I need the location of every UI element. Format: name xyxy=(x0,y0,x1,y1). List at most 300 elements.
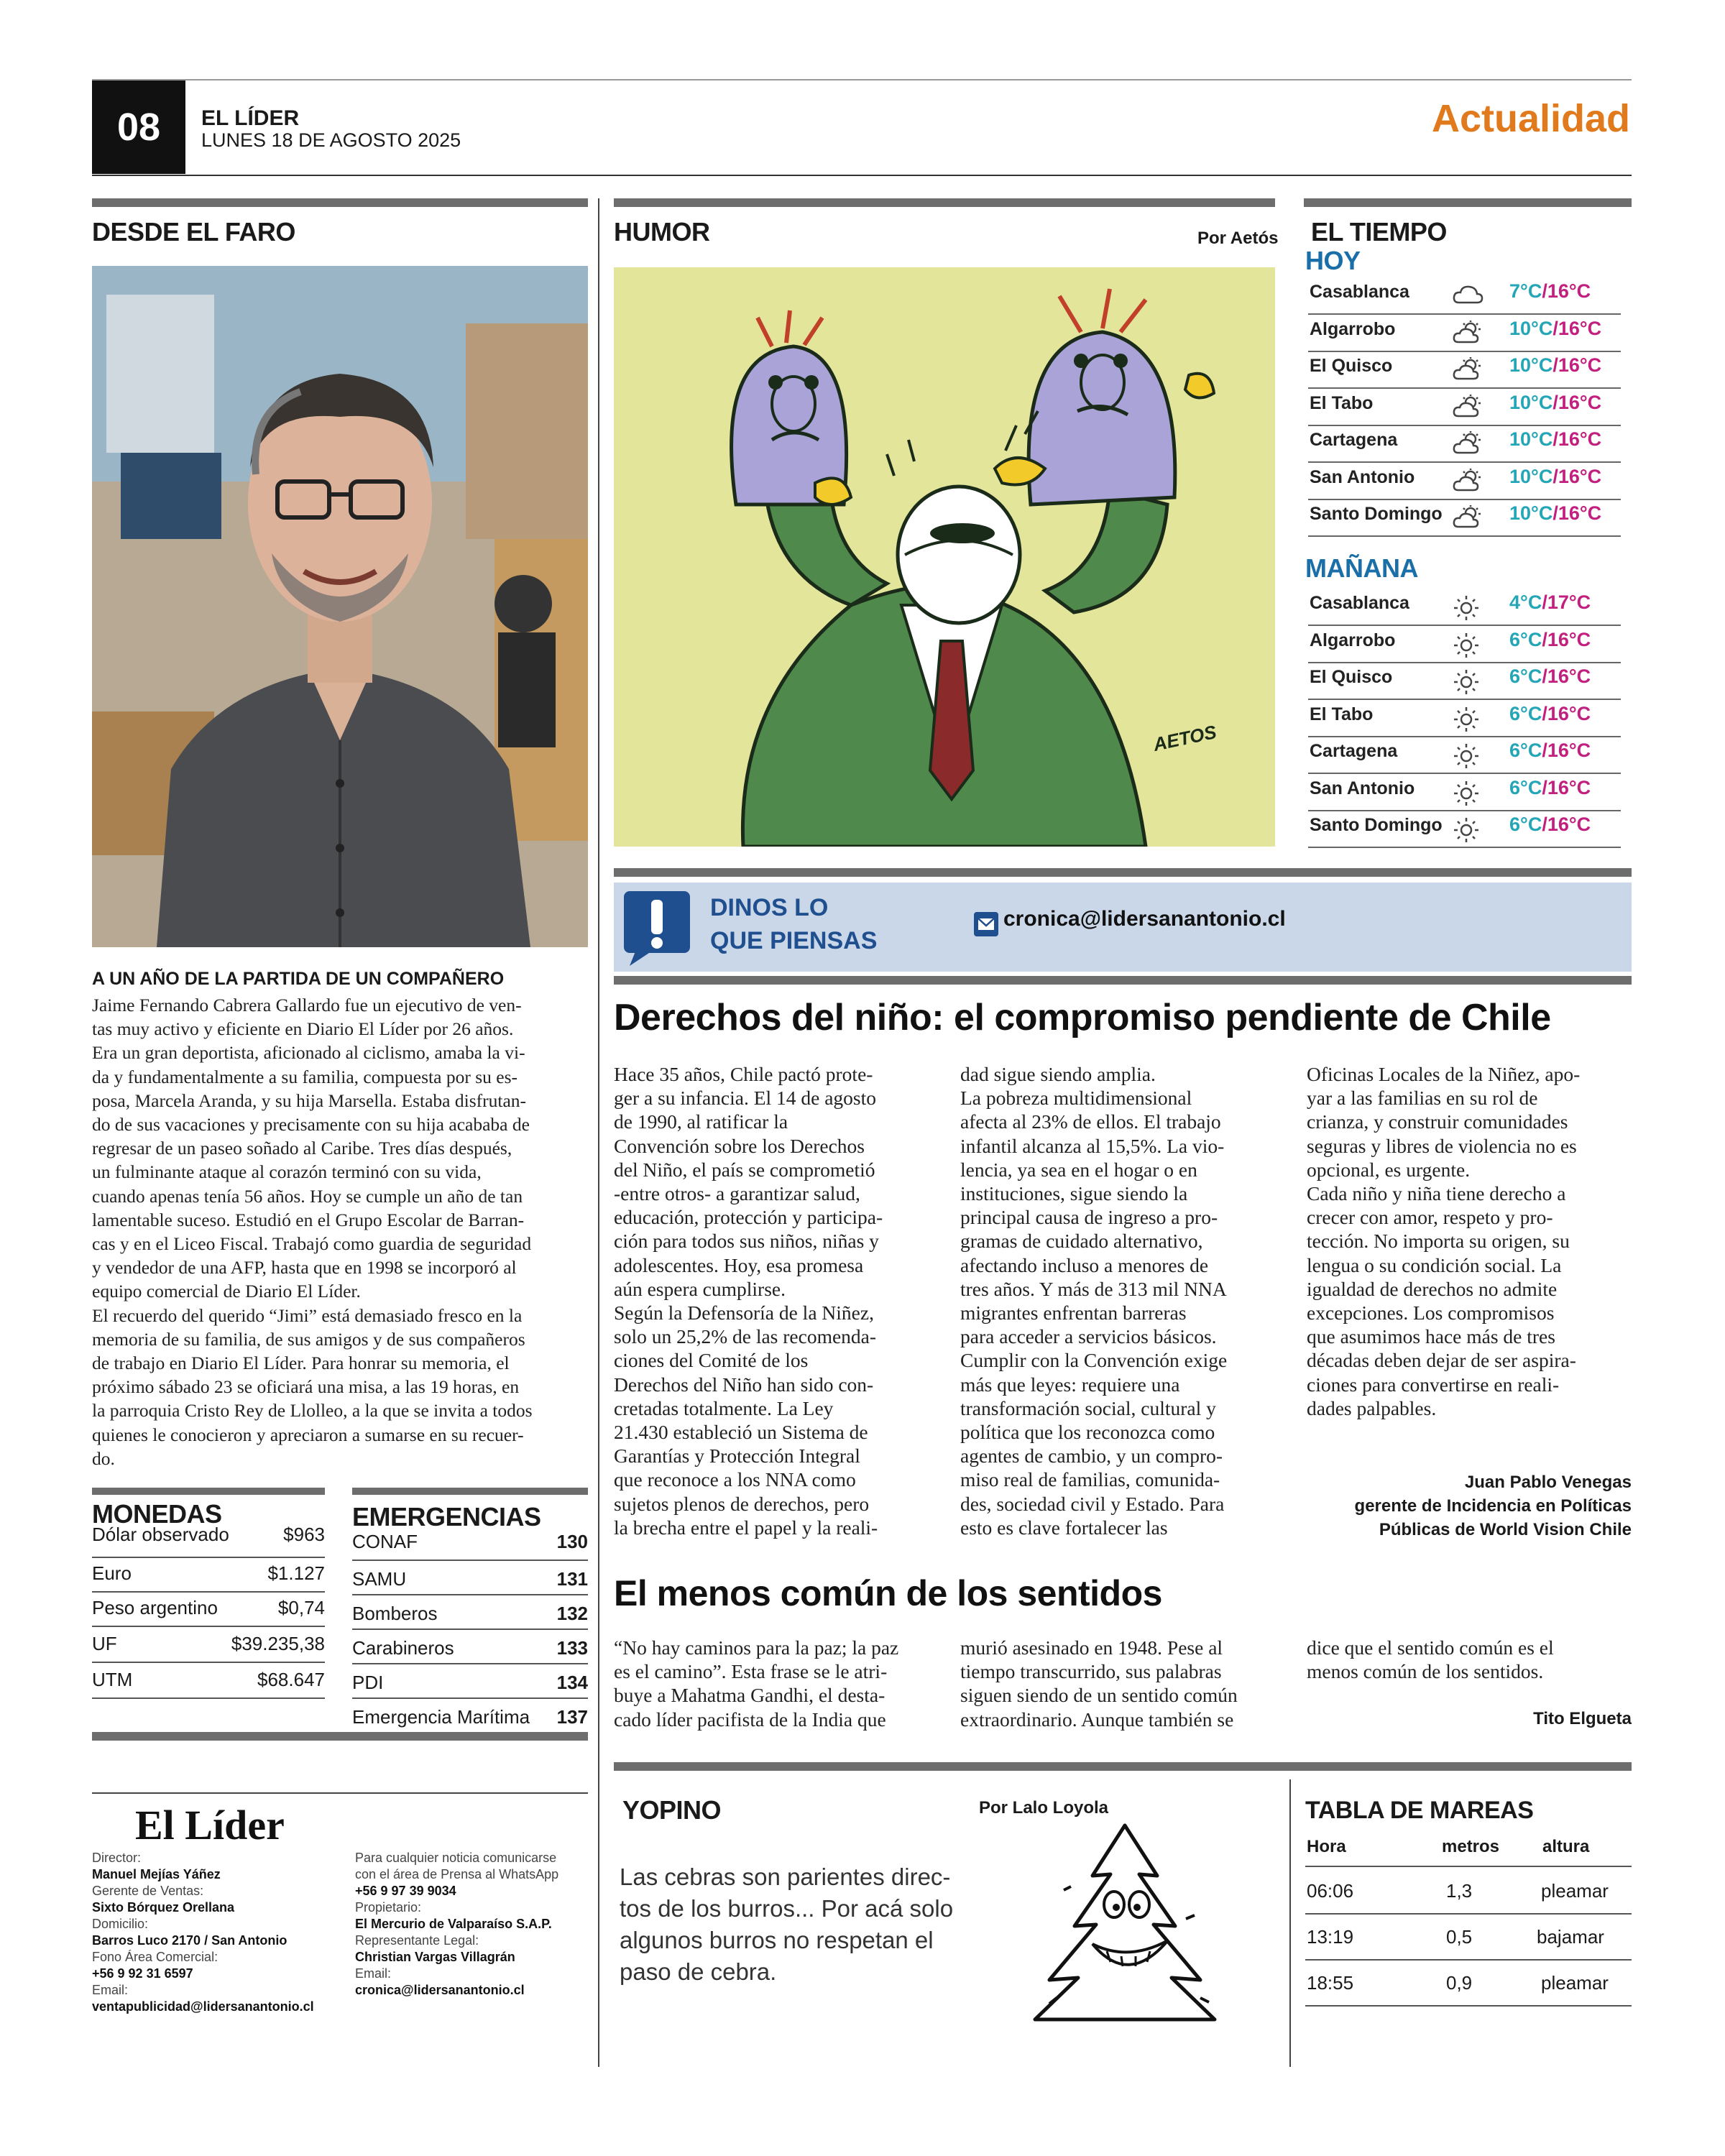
article1-line: esto es clave fortalecer las xyxy=(960,1516,1168,1539)
temp-low: 6°C xyxy=(1509,740,1542,761)
mareas-row xyxy=(1305,1915,1632,1961)
emergencias-row xyxy=(352,1531,588,1561)
weather-row xyxy=(1308,314,1621,352)
weather-temp xyxy=(1509,777,1591,799)
article1-line: crianza, y construir comunidades xyxy=(1307,1110,1568,1133)
article1-line: seguras y libres de violencia no es xyxy=(1307,1134,1577,1157)
article1-line: adolescentes. Hoy, esa promesa xyxy=(614,1253,864,1276)
article1-author-role: Públicas de World Vision Chile xyxy=(1379,1520,1632,1539)
emergencias-table xyxy=(352,1531,588,1732)
article1-line: dades palpables. xyxy=(1307,1396,1437,1419)
article2-author: Tito Elgueta xyxy=(1533,1709,1632,1728)
credits-left xyxy=(92,1850,336,2015)
tiempo-manana-label: MAÑANA xyxy=(1305,553,1418,583)
credit-label: Propietario: xyxy=(355,1900,422,1915)
faro-line: lamentable suceso. Estudió en el Grupo Escolar de Barran- xyxy=(92,1209,525,1230)
weather-row xyxy=(1308,736,1621,774)
faro-line: de trabajo en Diario El Líder. Para honrar su memoria, el xyxy=(92,1353,510,1374)
weather-row xyxy=(1308,662,1621,700)
emergencias-name: PDI xyxy=(352,1672,384,1693)
faro-line: equipo comercial de Diario El Líder. xyxy=(92,1281,361,1302)
article2-col2 xyxy=(960,1636,1291,1731)
article1-line: -entre otros- a garantizar salud, xyxy=(614,1182,860,1205)
weather-row xyxy=(1308,425,1621,463)
article1-line: Hace 35 años, Chile pactó prote- xyxy=(614,1063,873,1085)
credits-top-rule xyxy=(92,1792,588,1794)
temp-low: 6°C xyxy=(1509,628,1542,650)
monedas-name: UF xyxy=(92,1633,117,1654)
emergencias-number: 130 xyxy=(556,1531,588,1552)
faro-line: posa, Marcela Aranda, y su hija Marsella. Estaba disfrutan- xyxy=(92,1089,527,1111)
emergencias-row xyxy=(352,1598,588,1630)
weather-row xyxy=(1308,351,1621,389)
credit-intro: Para cualquier noticia comunicarse xyxy=(355,1851,557,1865)
credit-label: Email: xyxy=(355,1966,392,1981)
weather-temp xyxy=(1509,591,1591,614)
article1-line: agentes de cambio, y un compro- xyxy=(960,1445,1223,1468)
article1-line: lengua o su condición social. La xyxy=(1307,1253,1562,1276)
monedas-table xyxy=(92,1524,325,1710)
weather-city: Santo Domingo xyxy=(1310,504,1443,524)
article1-line: que reconoce a los NNA como xyxy=(614,1468,856,1491)
credit-intro: con el área de Prensa al WhatsApp xyxy=(355,1867,559,1881)
monedas-value: $963 xyxy=(283,1524,325,1545)
faro-heading: DESDE EL FARO xyxy=(92,217,295,247)
emergencias-name: CONAF xyxy=(352,1531,418,1552)
weather-city: El Tabo xyxy=(1310,392,1374,413)
partly-cloudy-icon xyxy=(1452,468,1484,496)
faro-line: El recuerdo del querido “Jimi” está demasiado fresco en la xyxy=(92,1304,523,1326)
monedas-row xyxy=(92,1524,325,1555)
emergencias-number: 131 xyxy=(556,1568,588,1590)
article1-line: ciones para convertirse en reali- xyxy=(1307,1373,1560,1396)
article1-line: para acceder a servicios básicos. xyxy=(960,1325,1217,1348)
emergencias-row xyxy=(352,1564,588,1595)
article1-line: igualdad de derechos no admite xyxy=(1307,1277,1558,1300)
yopino-text xyxy=(620,1861,1022,1988)
faro-line: regresar de un paseo soñado al Caribe. Tres días después, xyxy=(92,1138,512,1159)
emergencias-name: SAMU xyxy=(352,1568,407,1590)
mareas-row xyxy=(1305,1961,1632,2007)
sun-icon xyxy=(1452,779,1481,811)
yopino-byline: Por Lalo Loyola xyxy=(979,1798,1109,1818)
credit-label: Domicilio: xyxy=(92,1917,149,1931)
dinos-email[interactable]: cronica@lidersanantonio.cl xyxy=(1003,907,1286,931)
article1-line: solo un 25,2% de las recomenda- xyxy=(614,1325,877,1348)
weather-temp xyxy=(1509,814,1591,836)
monedas-heading: MONEDAS xyxy=(92,1499,222,1529)
monedas-value: $39.235,38 xyxy=(231,1633,325,1654)
temp-high: /16°C xyxy=(1542,702,1591,724)
credits-logo: El Líder xyxy=(135,1802,285,1848)
temp-high: /16°C xyxy=(1552,465,1602,487)
dinos-title-2: QUE PIENSAS xyxy=(710,927,878,954)
weather-city: Algarrobo xyxy=(1310,630,1396,650)
dinos-top-bar xyxy=(614,868,1632,877)
monedas-value: $68.647 xyxy=(257,1669,325,1690)
dinos-icon xyxy=(622,890,691,967)
mareas-col-hora: Hora xyxy=(1307,1837,1346,1856)
weather-city: San Antonio xyxy=(1310,466,1415,487)
article1-line: sujetos plenos de derechos, pero xyxy=(614,1492,870,1515)
faro-photo xyxy=(92,266,588,947)
article2-col1 xyxy=(614,1636,944,1731)
mareas-hora: 13:19 xyxy=(1307,1926,1354,1948)
article1-line: gramas de cuidado alternativo, xyxy=(960,1230,1203,1253)
temp-low: 10°C xyxy=(1509,391,1553,413)
dinos-title-1: DINOS LO xyxy=(710,894,829,921)
faro-line: quienes le conocieron y apreciaron a sumarse en su recuer- xyxy=(92,1424,524,1445)
article1-line: lencia, ya sea en el hogar o en xyxy=(960,1158,1197,1181)
faro-line: cuando apenas tenía 56 años. Hoy se cumple un año de tan xyxy=(92,1185,523,1207)
weather-temp xyxy=(1509,629,1591,651)
credit-value: El Mercurio de Valparaíso S.A.P. xyxy=(355,1917,552,1931)
tiempo-hoy-label: HOY xyxy=(1305,246,1361,275)
article1-line: tres años. Y más de 313 mil NNA xyxy=(960,1277,1227,1300)
mail-icon xyxy=(973,911,999,937)
mareas-metros: 0,9 xyxy=(1446,1972,1473,1994)
article1-line: migrantes enfrentan barreras xyxy=(960,1302,1187,1325)
article1-line: crecer con amor, respeto y pro- xyxy=(1307,1206,1553,1229)
article1-line: dad sigue siendo amplia. xyxy=(960,1063,1156,1085)
humor-cartoon xyxy=(614,267,1275,847)
mareas-header-row xyxy=(1305,1837,1632,1867)
article1-line: de 1990, al ratificar la xyxy=(614,1110,788,1133)
temp-low: 6°C xyxy=(1509,776,1542,798)
emergencias-number: 137 xyxy=(556,1706,588,1728)
article2-line: cado líder pacifista de la India que xyxy=(614,1708,886,1731)
faro-line: da y fundamentalmente a su familia, compuesta por su es- xyxy=(92,1066,518,1087)
credit-label: Email: xyxy=(92,1983,129,1997)
mareas-metros: 0,5 xyxy=(1446,1926,1473,1948)
article1-line: La pobreza multidimensional xyxy=(960,1087,1192,1110)
monedas-bottom-bar xyxy=(92,1732,588,1741)
temp-low: 10°C xyxy=(1509,354,1553,376)
article1-line: Garantías y Protección Integral xyxy=(614,1445,860,1468)
faro-article-title: A UN AÑO DE LA PARTIDA DE UN COMPAÑERO xyxy=(92,969,505,989)
article1-line: 21.430 estableció un Sistema de xyxy=(614,1421,868,1444)
temp-high: /17°C xyxy=(1542,591,1591,613)
page-number: 08 xyxy=(116,106,161,149)
article1-line: transformación social, cultural y xyxy=(960,1396,1216,1419)
partly-cloudy-icon xyxy=(1452,356,1484,384)
mareas-hora: 06:06 xyxy=(1307,1880,1354,1902)
temp-high: /16°C xyxy=(1542,665,1591,687)
faro-line: do. xyxy=(92,1447,115,1469)
weather-row xyxy=(1308,277,1621,315)
credit-value: Barros Luco 2170 / San Antonio xyxy=(92,1933,288,1948)
temp-high: /16°C xyxy=(1542,628,1591,650)
emergencias-name: Emergencia Marítima xyxy=(352,1706,530,1728)
monedas-bar xyxy=(92,1488,325,1495)
article1-line: educación, protección y participa- xyxy=(614,1206,883,1229)
article2-line: tiempo transcurrido, sus palabras xyxy=(960,1660,1222,1683)
monedas-row xyxy=(92,1664,325,1699)
emergencias-name: Carabineros xyxy=(352,1637,454,1659)
weather-city: El Tabo xyxy=(1310,704,1374,724)
article1-signature xyxy=(1294,1470,1632,1542)
article1-line: ger a su infancia. El 14 de agosto xyxy=(614,1087,877,1110)
article2-line: siguen siendo de un sentido común xyxy=(960,1684,1238,1707)
faro-line: un fulminante ataque al corazón terminó con su vida, xyxy=(92,1161,482,1183)
faro-bar xyxy=(92,198,588,207)
weather-row xyxy=(1308,773,1621,811)
article2-line: buye a Mahatma Gandhi, el desta- xyxy=(614,1684,886,1707)
sun-icon xyxy=(1452,594,1481,626)
article1-line: décadas deben dejar de ser aspira- xyxy=(1307,1349,1576,1372)
yopino-line: tos de los burros... Por acá solo xyxy=(620,1895,954,1922)
temp-high: /16°C xyxy=(1552,354,1602,376)
humor-byline: Por Aetós xyxy=(1197,229,1279,248)
page-number-box xyxy=(92,80,185,174)
temp-low: 6°C xyxy=(1509,702,1542,724)
article2-line: es el camino”. Esta frase se le atri- xyxy=(614,1660,888,1683)
faro-line: próximo sábado 23 se oficiará una misa, a las 19 horas, en xyxy=(92,1376,520,1398)
article1-line: afecta al 23% de ellos. El trabajo xyxy=(960,1110,1221,1133)
weather-temp xyxy=(1509,280,1591,303)
temp-high: /16°C xyxy=(1552,317,1602,339)
weather-row xyxy=(1308,810,1621,848)
weather-city: San Antonio xyxy=(1310,778,1415,798)
temp-low: 10°C xyxy=(1509,502,1553,524)
emergencias-row xyxy=(352,1633,588,1664)
mareas-altura: pleamar xyxy=(1541,1972,1609,1994)
temp-high: /16°C xyxy=(1552,502,1602,524)
article1-line: miso real de familias, comunida- xyxy=(960,1468,1220,1491)
article1-line: infantil alcanza al 15,5%. La vio- xyxy=(960,1134,1225,1157)
weather-city: El Quisco xyxy=(1310,356,1393,376)
credits-right xyxy=(355,1850,592,1999)
article1-line: la brecha entre el papel y la reali- xyxy=(614,1516,878,1539)
dinos-bottom-bar xyxy=(614,976,1632,985)
weather-row xyxy=(1308,588,1621,626)
monedas-name: Dólar observado xyxy=(92,1524,229,1545)
article1-line: Convención sobre los Derechos xyxy=(614,1134,865,1157)
cartoon-signature: AETOS xyxy=(1151,721,1219,755)
weather-row xyxy=(1308,499,1621,537)
yopino-tree-drawing xyxy=(1006,1818,1243,2027)
temp-low: 7°C xyxy=(1509,280,1542,302)
credit-value: +56 9 92 31 6597 xyxy=(92,1966,193,1981)
mareas-heading: TABLA DE MAREAS xyxy=(1305,1797,1534,1824)
monedas-value: $1.127 xyxy=(267,1562,325,1584)
article1-line: Oficinas Locales de la Niñez, apo- xyxy=(1307,1063,1581,1085)
emergencias-row xyxy=(352,1702,588,1732)
emergencias-bar xyxy=(352,1488,588,1495)
mareas-hora: 18:55 xyxy=(1307,1972,1354,1994)
temp-low: 4°C xyxy=(1509,591,1542,613)
weather-city: Santo Domingo xyxy=(1310,815,1443,835)
temp-high: /16°C xyxy=(1552,428,1602,450)
emergencias-number: 134 xyxy=(556,1672,588,1693)
article1-col3 xyxy=(1307,1062,1632,1420)
emergencias-number: 133 xyxy=(556,1637,588,1659)
temp-high: /16°C xyxy=(1542,776,1591,798)
article2-title: El menos común de los sentidos xyxy=(614,1573,1162,1613)
temp-low: 10°C xyxy=(1509,317,1553,339)
weather-temp xyxy=(1509,740,1591,762)
article1-line: ciones del Comité de los xyxy=(614,1349,809,1372)
article1-line: des, sociedad civil y Estado. Para xyxy=(960,1492,1225,1515)
weather-temp xyxy=(1509,502,1601,525)
humor-bar xyxy=(614,198,1275,207)
article2-line: menos común de los sentidos. xyxy=(1307,1660,1544,1683)
weather-row xyxy=(1308,625,1621,663)
sun-icon xyxy=(1452,705,1481,737)
header-top-rule xyxy=(92,79,1632,80)
article1-line: Cumplir con la Convención exige xyxy=(960,1349,1228,1372)
faro-line: la parroquia Cristo Rey de Llolleo, a la que se invita a todos xyxy=(92,1400,533,1422)
mareas-col-altura: altura xyxy=(1542,1837,1590,1856)
credit-label: Director: xyxy=(92,1851,142,1865)
article1-line: instituciones, sigue siendo la xyxy=(960,1182,1188,1205)
weather-city: Casablanca xyxy=(1310,593,1409,613)
article1-line: opcional, es urgente. xyxy=(1307,1158,1471,1181)
article2-line: dice que el sentido común es el xyxy=(1307,1636,1554,1659)
weather-city: Algarrobo xyxy=(1310,318,1396,339)
sun-icon xyxy=(1452,631,1481,663)
weather-city: El Quisco xyxy=(1310,667,1393,687)
weather-temp xyxy=(1509,665,1591,688)
mareas-table xyxy=(1305,1837,1632,2031)
article1-line: excepciones. Los compromisos xyxy=(1307,1302,1555,1325)
weather-temp xyxy=(1509,354,1601,377)
sun-icon xyxy=(1452,816,1481,848)
credit-label: Representante Legal: xyxy=(355,1933,479,1948)
humor-heading: HUMOR xyxy=(614,217,710,247)
header-bottom-rule xyxy=(92,175,1632,176)
weather-temp xyxy=(1509,703,1591,725)
cloud-icon xyxy=(1452,282,1484,310)
monedas-row xyxy=(92,1593,325,1627)
article1-line: yar a las familias en su rol de xyxy=(1307,1087,1538,1110)
article1-line: del Niño, el país se comprometió xyxy=(614,1158,875,1181)
monedas-row xyxy=(92,1628,325,1663)
mareas-col-metros: metros xyxy=(1442,1837,1500,1856)
article1-author: Juan Pablo Venegas xyxy=(1464,1473,1632,1492)
faro-line: cas y en el Liceo Fiscal. Trabajó como guardia de seguridad xyxy=(92,1233,532,1255)
article2-col3 xyxy=(1307,1636,1632,1683)
temp-low: 10°C xyxy=(1509,465,1553,487)
temp-high: /16°C xyxy=(1542,280,1591,302)
temp-high: /16°C xyxy=(1542,814,1591,835)
article1-line: cretadas totalmente. La Ley xyxy=(614,1396,834,1419)
weather-city: Casablanca xyxy=(1310,282,1409,302)
credit-value: Sixto Bórquez Orellana xyxy=(92,1900,235,1915)
weather-temp xyxy=(1509,428,1601,451)
temp-high: /16°C xyxy=(1542,740,1591,761)
article1-line: Derechos del Niño han sido con- xyxy=(614,1373,874,1396)
temp-low: 6°C xyxy=(1509,814,1542,835)
weather-temp xyxy=(1509,392,1601,414)
mareas-altura: pleamar xyxy=(1541,1880,1609,1902)
sun-icon xyxy=(1452,742,1481,774)
yopino-line: algunos burros no respetan el xyxy=(620,1927,934,1953)
emergencias-heading: EMERGENCIAS xyxy=(352,1502,541,1531)
sun-icon xyxy=(1452,668,1481,700)
credit-value: Christian Vargas Villagrán xyxy=(355,1950,515,1964)
emergencias-number: 132 xyxy=(556,1603,588,1624)
weather-row xyxy=(1308,699,1621,737)
temp-low: 10°C xyxy=(1509,428,1553,450)
yopino-line: paso de cebra. xyxy=(620,1958,777,1985)
monedas-name: Euro xyxy=(92,1562,132,1584)
faro-line: Era un gran deportista, aficionado al ciclismo, amaba la vi- xyxy=(92,1042,525,1064)
partly-cloudy-icon xyxy=(1452,505,1484,533)
partly-cloudy-icon xyxy=(1452,394,1484,422)
partly-cloudy-icon xyxy=(1452,320,1484,348)
article1-col1 xyxy=(614,1062,937,1539)
tiempo-bar xyxy=(1304,198,1632,207)
paper-name: EL LÍDER xyxy=(201,106,300,130)
yopino-heading: YOPINO xyxy=(622,1795,722,1825)
article1-line: que asumimos hace más de tres xyxy=(1307,1325,1555,1348)
tiempo-heading: EL TIEMPO xyxy=(1311,217,1447,247)
mareas-altura: bajamar xyxy=(1537,1926,1604,1948)
article1-line: ción para todos sus niños, niñas y xyxy=(614,1230,879,1253)
weather-tomorrow-list xyxy=(1308,588,1624,854)
credit-label: Gerente de Ventas: xyxy=(92,1884,204,1898)
faro-line: y vendedor de una AFP, hasta que en 1998 se incorporó al xyxy=(92,1257,517,1279)
article1-line: política que los reconozca como xyxy=(960,1421,1215,1444)
credit-email[interactable]: ventapublicidad@lidersanantonio.cl xyxy=(92,1999,314,2014)
weather-temp xyxy=(1509,466,1601,488)
article1-line: Cada niño y niña tiene derecho a xyxy=(1307,1182,1566,1205)
partly-cloudy-icon xyxy=(1452,430,1484,459)
mareas-divider xyxy=(1289,1779,1291,2067)
credit-whatsapp: +56 9 97 39 9034 xyxy=(355,1884,456,1898)
article1-line: Según la Defensoría de la Niñez, xyxy=(614,1302,874,1325)
monedas-name: UTM xyxy=(92,1669,133,1690)
faro-line: Jaime Fernando Cabrera Gallardo fue un ejecutivo de ven- xyxy=(92,995,522,1015)
temp-low: 6°C xyxy=(1509,665,1542,687)
article1-title: Derechos del niño: el compromiso pendiente de Chile xyxy=(614,997,1551,1038)
mareas-row xyxy=(1305,1869,1632,1915)
section-title: Actualidad xyxy=(1431,97,1630,140)
weather-row xyxy=(1308,462,1621,500)
yopino-line: Las cebras son parientes direc- xyxy=(620,1864,951,1890)
weather-city: Cartagena xyxy=(1310,741,1398,761)
mareas-metros: 1,3 xyxy=(1446,1880,1473,1902)
weather-today-list xyxy=(1308,277,1624,543)
faro-line: memoria de su familia, de sus amigos y de sus compañeros xyxy=(92,1328,525,1350)
credit-email[interactable]: cronica@lidersanantonio.cl xyxy=(355,1983,525,1997)
faro-body xyxy=(92,993,595,1470)
article1-line: tección. No importa su origen, su xyxy=(1307,1230,1570,1253)
article2-line: extraordinario. Aunque también se xyxy=(960,1708,1234,1731)
faro-line: do de sus vacaciones y precisamente con su hija acababa de xyxy=(92,1114,530,1135)
article1-line: principal causa de ingreso a pro- xyxy=(960,1206,1218,1229)
weather-temp xyxy=(1509,318,1601,340)
monedas-name: Peso argentino xyxy=(92,1597,218,1618)
weather-city: Cartagena xyxy=(1310,430,1398,450)
faro-line: tas muy activo y eficiente en Diario El Líder por 26 años. xyxy=(92,1018,514,1040)
yopino-bar xyxy=(614,1762,1632,1771)
column-divider xyxy=(598,198,599,2067)
monedas-value: $0,74 xyxy=(277,1597,325,1618)
article1-author-role: gerente de Incidencia en Políticas xyxy=(1354,1496,1632,1516)
emergencias-row xyxy=(352,1667,588,1699)
article2-line: murió asesinado en 1948. Pese al xyxy=(960,1636,1223,1659)
temp-high: /16°C xyxy=(1552,391,1602,413)
edition-date: LUNES 18 DE AGOSTO 2025 xyxy=(201,129,461,151)
monedas-row xyxy=(92,1557,325,1593)
credit-label: Fono Área Comercial: xyxy=(92,1950,218,1964)
article1-col2 xyxy=(960,1062,1284,1539)
article1-line: afectando incluso a menores de xyxy=(960,1253,1209,1276)
article1-line: aún espera cumplirse. xyxy=(614,1277,786,1300)
emergencias-name: Bomberos xyxy=(352,1603,438,1624)
